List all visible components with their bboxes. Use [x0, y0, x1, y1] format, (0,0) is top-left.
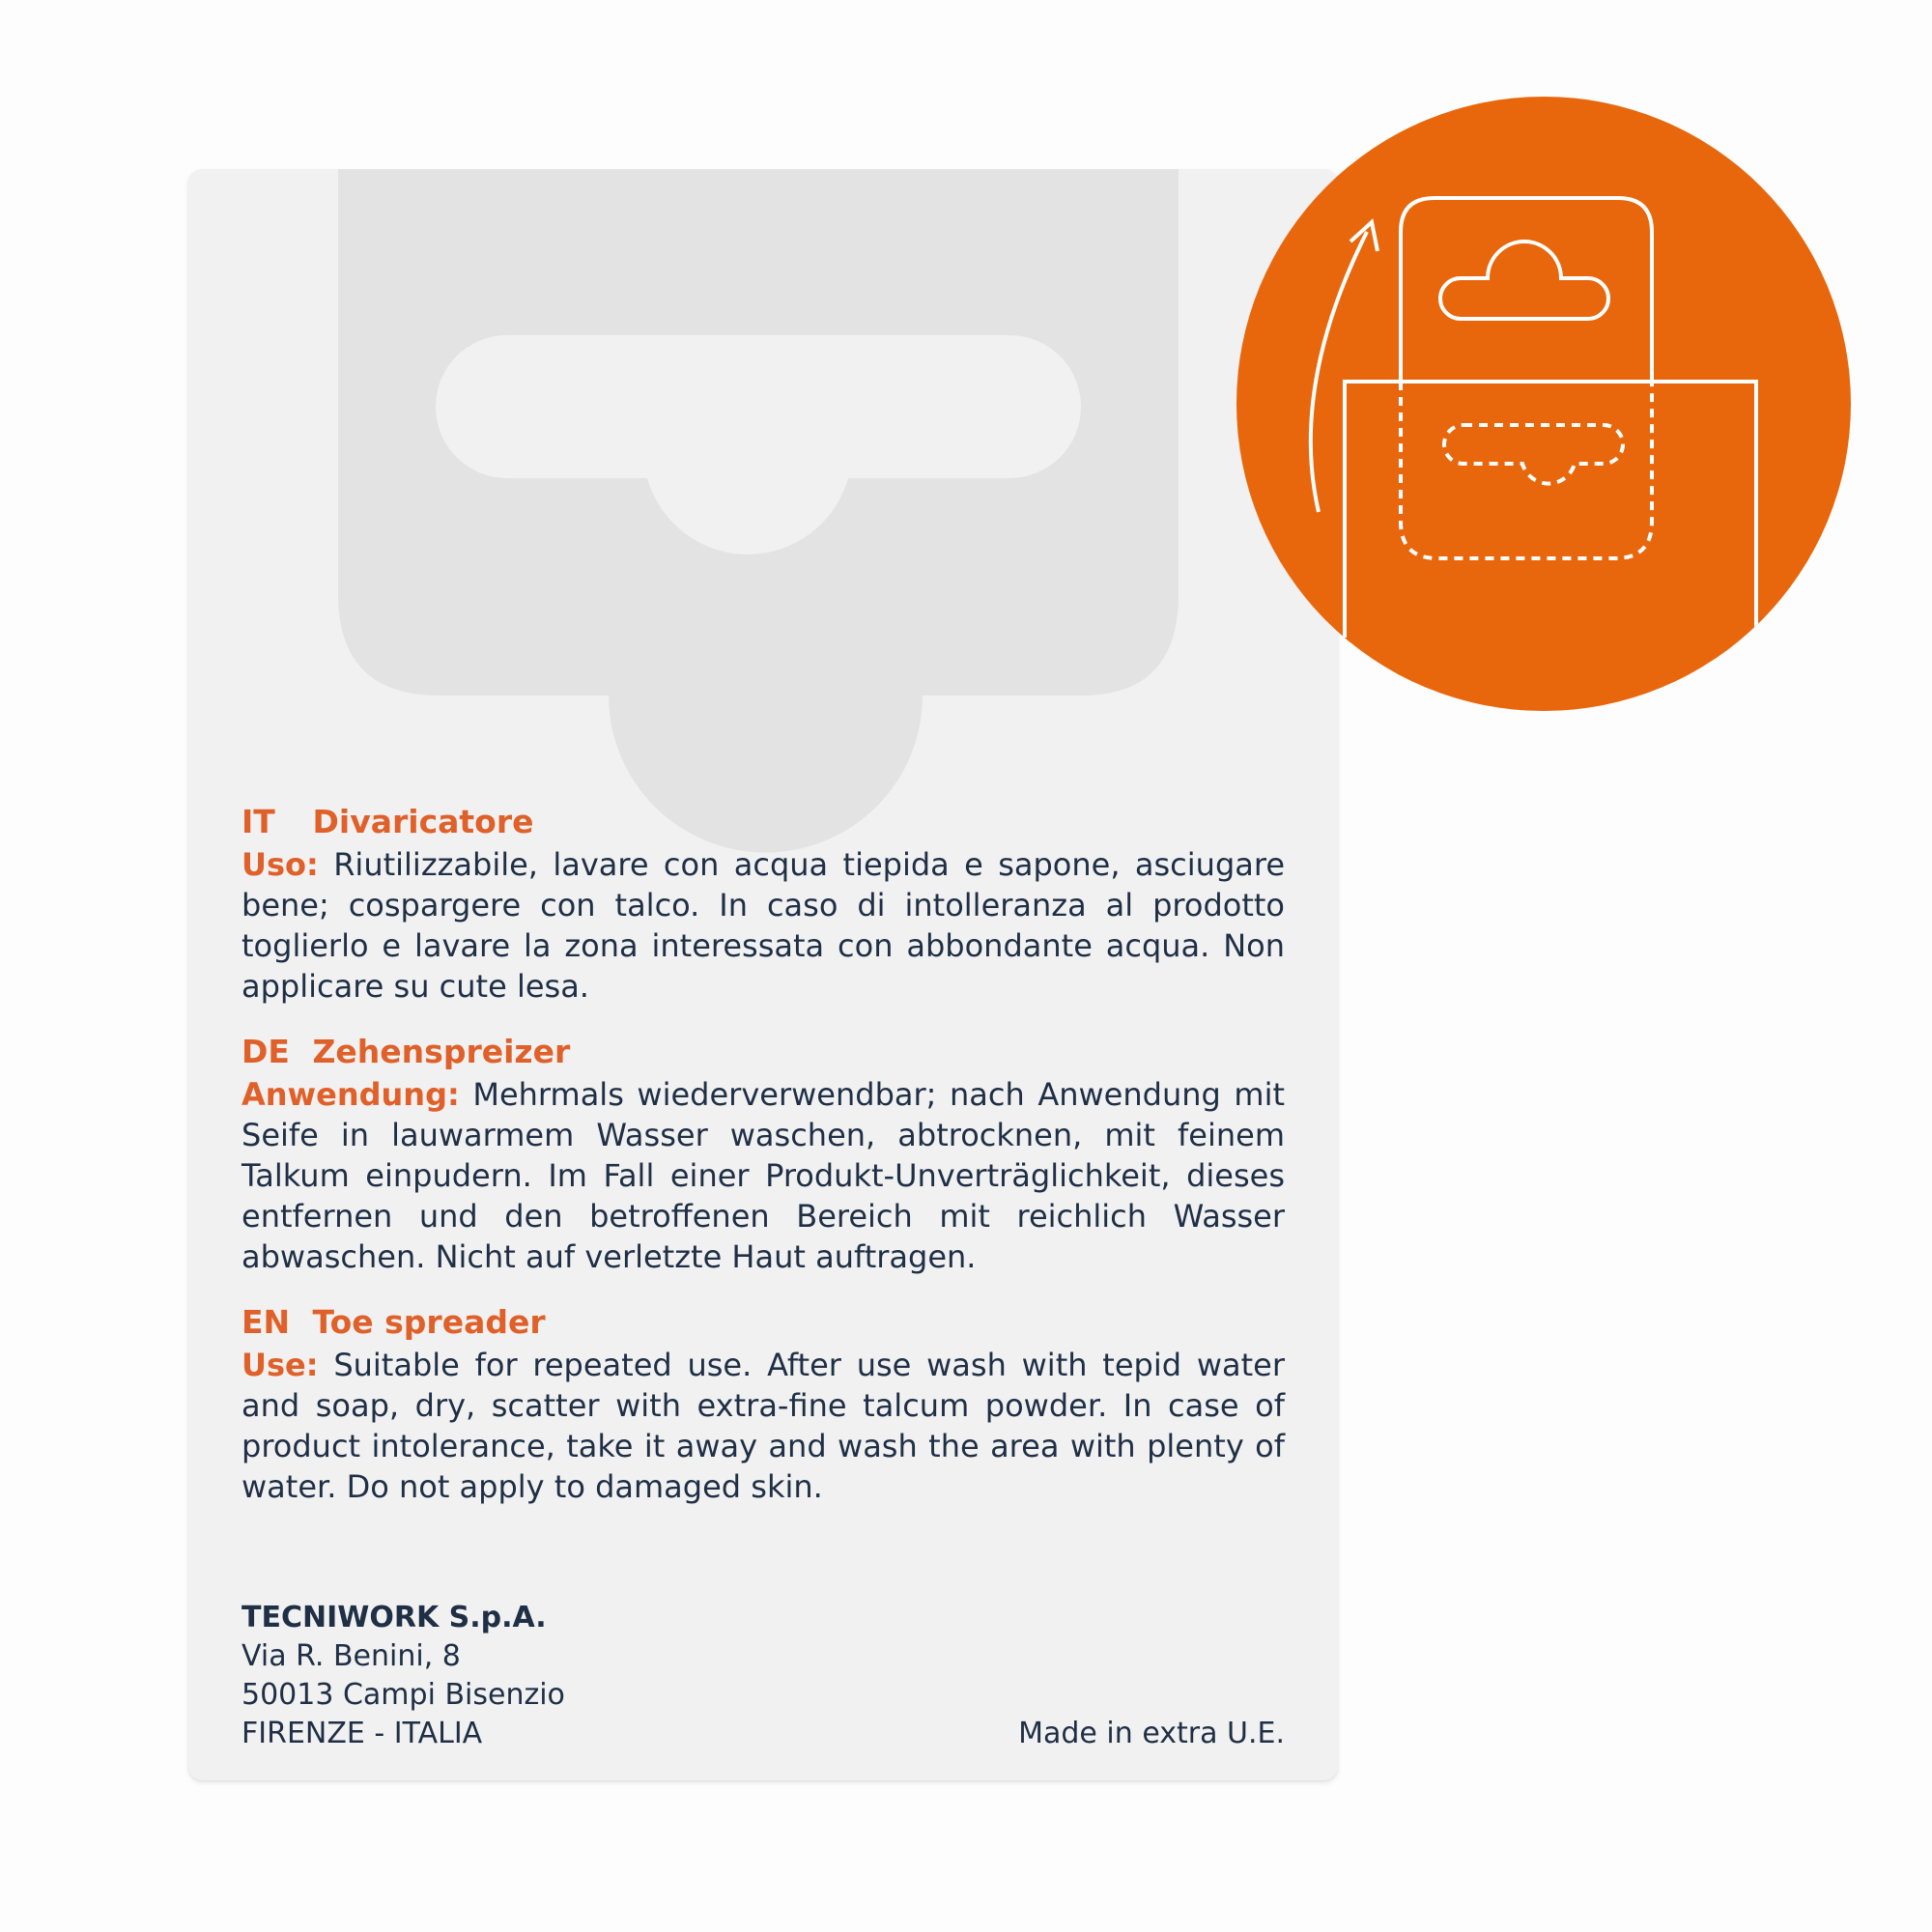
address-line: Via R. Benini, 8	[242, 1639, 461, 1673]
usage-description: Mehrmals wiederverwendbar; nach Anwendung mit Seife in lauwarmem Wasser waschen, abtrocknen, mit feinem Talkum einpudern. Im Fall einer Produkt-Unverträglichkeit, dieses entfernen und den betroffenen Bereich mit reichlich Wasser abwaschen. Nicht auf verletzte Haut auftragen.	[242, 1076, 1286, 1275]
address-line: FIRENZE - ITALIA	[242, 1717, 483, 1750]
hang-tab-badge	[1236, 97, 1851, 711]
usage-description: Riutilizzabile, lavare con acqua tiepida e sapone, asciugare bene; cospargere con talco. In caso di intolleranza al prodotto toglierlo e lavare la zona interessata con abbondante acqua. Non applicare su cute lesa.	[242, 846, 1285, 1005]
company-name: TECNIWORK S.p.A.	[242, 1601, 547, 1634]
usage-text	[242, 1074, 1285, 1277]
section-heading	[242, 802, 1285, 842]
usage-label: Use:	[242, 1347, 319, 1383]
usage-description: Suitable for repeated use. After use wash with tepid water and soap, dry, scatter with extra-fine talcum powder. In case of product intolerance, take it away and wash the area with plenty of water. Do not apply to damaged skin.	[242, 1347, 1286, 1505]
usage-label: Anwendung:	[242, 1076, 460, 1113]
language-code: DE	[242, 1033, 290, 1070]
section-de	[242, 1032, 1285, 1277]
manufacturer-info	[242, 1599, 1285, 1753]
package-back	[188, 169, 1338, 1780]
usage-label: Uso:	[242, 846, 319, 883]
address-line: 50013 Campi Bisenzio	[242, 1678, 565, 1712]
product-name: Toe spreader	[312, 1303, 546, 1341]
product-name: Zehenspreizer	[312, 1033, 571, 1070]
origin-note: Made in extra U.E.	[1018, 1717, 1285, 1750]
usage-text	[242, 1345, 1285, 1507]
section-en	[242, 1302, 1285, 1507]
section-heading	[242, 1302, 1285, 1343]
language-code: IT	[242, 803, 275, 840]
section-it	[242, 802, 1285, 1007]
fold-up-hang-tab-icon	[1236, 97, 1851, 711]
instructions	[242, 802, 1285, 1532]
language-code: EN	[242, 1303, 291, 1341]
product-name: Divaricatore	[312, 803, 534, 840]
section-heading	[242, 1032, 1285, 1072]
usage-text	[242, 844, 1285, 1007]
